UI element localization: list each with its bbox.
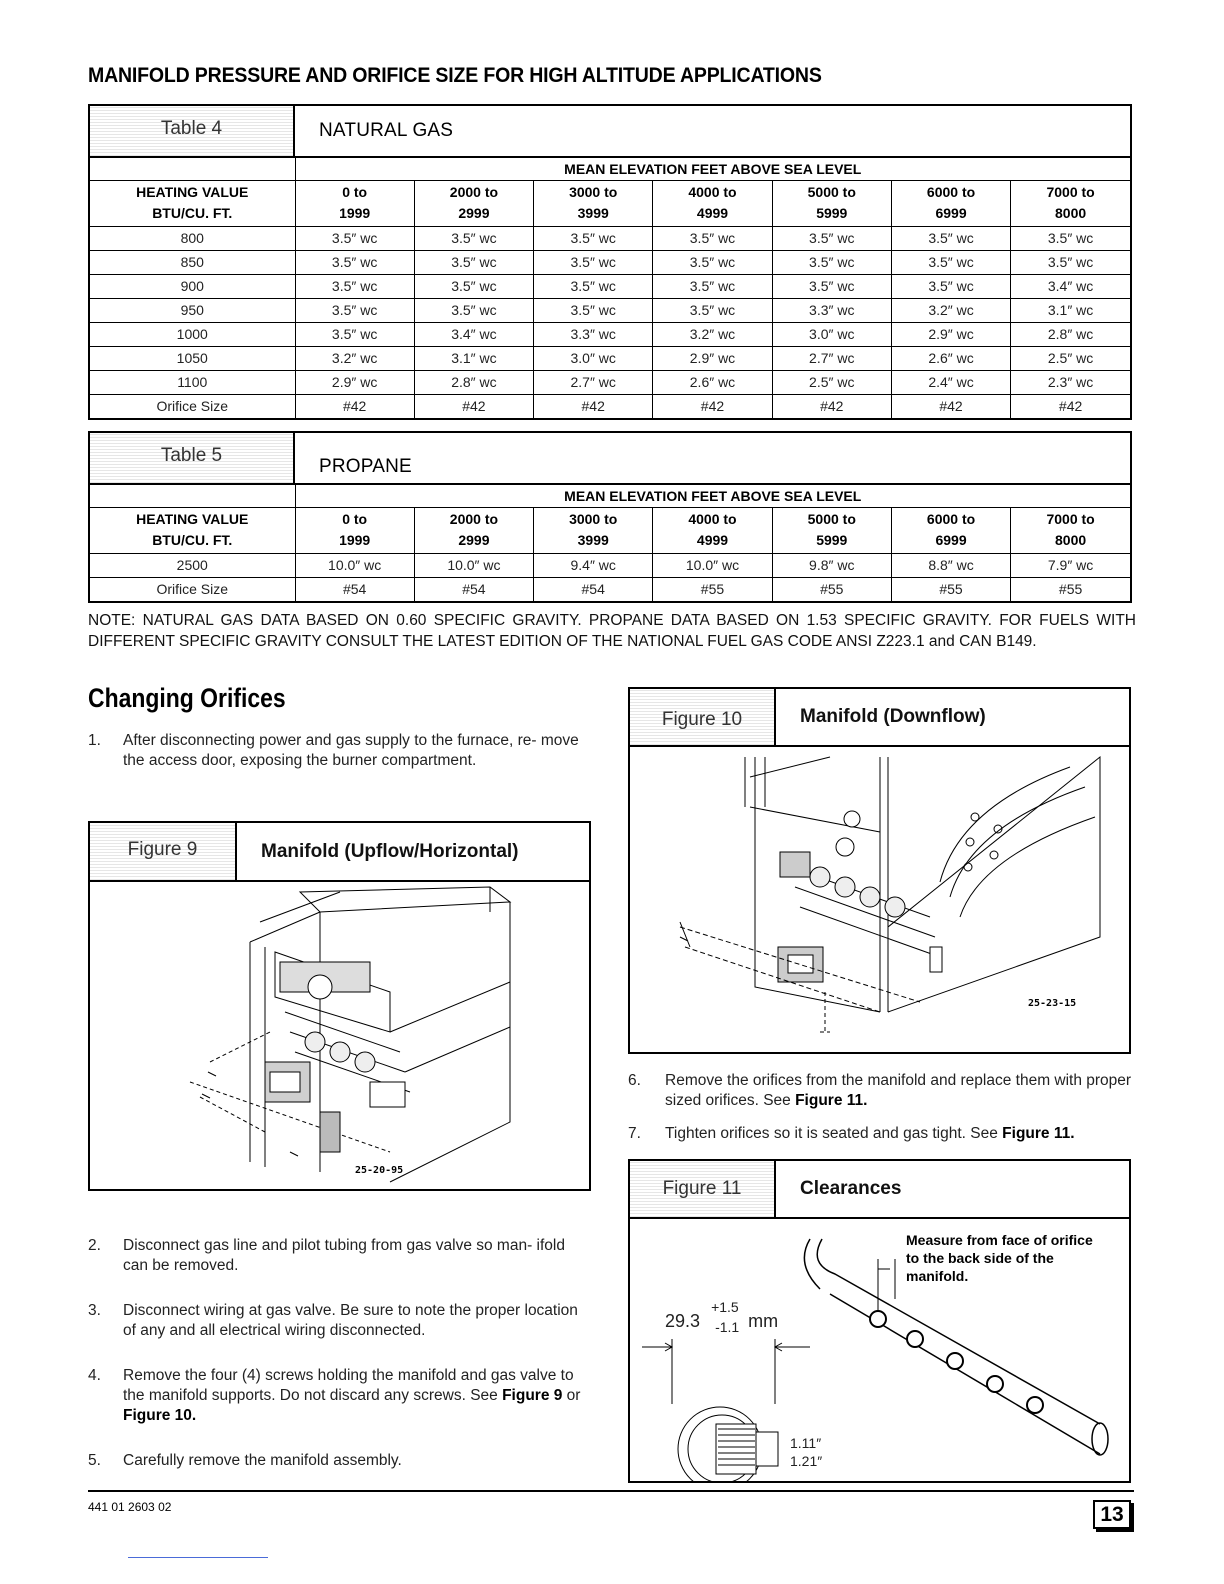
table-row (90, 553, 1130, 577)
pressure-cell: 2.7″ wc (534, 370, 653, 394)
pressure-cell: 3.5″ wc (534, 274, 653, 298)
pressure-cell: 3.5″ wc (295, 274, 414, 298)
pressure-cell: 2.4″ wc (891, 370, 1010, 394)
pressure-cell: 8.8″ wc (891, 553, 1010, 577)
table-natural-gas (88, 104, 1132, 420)
pressure-cell: 3.5″ wc (772, 226, 891, 250)
pressure-cell: #42 (772, 394, 891, 418)
elevation-column-header: 6000 to 6999 (891, 507, 1010, 553)
table-row (90, 226, 1130, 250)
pressure-cell: 2.5″ wc (772, 370, 891, 394)
elevation-column-header: 2000 to 2999 (414, 507, 533, 553)
pressure-cell: #54 (534, 577, 653, 601)
pressure-cell: 3.5″ wc (295, 226, 414, 250)
pressure-cell: 3.5″ wc (534, 226, 653, 250)
step-7: 7. Tighten orifices so it is seated and gas tight. See Figure 11. (628, 1125, 1075, 1142)
pressure-cell: #42 (295, 394, 414, 418)
pressure-cell: 3.5″ wc (891, 274, 1010, 298)
table-row (90, 298, 1130, 322)
dimension-inches: 1.11″ 1.21″ (790, 1435, 823, 1469)
pressure-cell: #42 (891, 394, 1010, 418)
table5-tag: Table 5 (90, 433, 295, 483)
pressure-cell: 3.5″ wc (653, 250, 772, 274)
pressure-cell: 2.9″ wc (653, 346, 772, 370)
pressure-cell: 3.5″ wc (891, 250, 1010, 274)
heating-value-cell: 900 (90, 274, 295, 298)
figure9-title: Manifold (Upflow/Horizontal) (261, 840, 519, 862)
pressure-cell: 2.6″ wc (653, 370, 772, 394)
elevation-column-header: 7000 to 8000 (1011, 507, 1130, 553)
heating-value-cell: 850 (90, 250, 295, 274)
figure10 (628, 687, 1131, 1054)
figure11-reference[interactable]: Figure 11. (795, 1092, 868, 1109)
pressure-cell: 2.3″ wc (1011, 370, 1130, 394)
specific-gravity-note: NOTE: NATURAL GAS DATA BASED ON 0.60 SPECIFIC GRAVITY. PROPANE DATA BASED ON 1.53 SPECIFIC GRAVITY. FOR FUELS WITH DIFFERENT SPECIFIC GRAVITY CONSULT THE LATEST EDITION OF THE NATIONAL FUEL GAS CODE ANSI Z223.1 and CAN B149. (88, 612, 1136, 650)
step-6: 6. Remove the orifices from the manifold and replace them with proper sized orifices. See Figure 11. (628, 1072, 1132, 1109)
pressure-cell: 3.5″ wc (653, 274, 772, 298)
pressure-cell: 3.5″ wc (891, 226, 1010, 250)
figure9-reference[interactable]: Figure 9 (502, 1387, 563, 1404)
table4-grid (90, 158, 1130, 418)
pressure-cell: #42 (534, 394, 653, 418)
figure9-code: 25-20-95 (355, 1165, 404, 1176)
step-4: 4. Remove the four (4) screws holding the manifold and gas valve to the manifold supports. Do not discard any screws. See Figure 9 or Figure 10. (88, 1367, 581, 1424)
table-row (90, 322, 1130, 346)
elevation-column-header: 6000 to 6999 (891, 180, 1010, 226)
pressure-cell: 2.6″ wc (891, 346, 1010, 370)
pressure-cell: #55 (653, 577, 772, 601)
page-heading: MANIFOLD PRESSURE AND ORIFICE SIZE FOR HIGH ALTITUDE APPLICATIONS (88, 64, 822, 87)
pressure-cell: 3.2″ wc (295, 346, 414, 370)
figure11-reference[interactable]: Figure 11. (1002, 1125, 1075, 1142)
pressure-cell: 3.5″ wc (295, 298, 414, 322)
table5-title: PROPANE (319, 456, 412, 477)
link-underline (128, 1557, 268, 1558)
elevation-column-header: 2000 to 2999 (414, 180, 533, 226)
pressure-cell: 2.7″ wc (772, 346, 891, 370)
blank-cell (90, 158, 295, 180)
figure10-code: 25-23-15 (1028, 998, 1077, 1009)
table4-title: NATURAL GAS (319, 120, 454, 141)
pressure-cell: 3.5″ wc (534, 298, 653, 322)
pressure-cell: 10.0″ wc (295, 553, 414, 577)
figure11-title: Clearances (800, 1178, 902, 1199)
table-propane (88, 431, 1132, 603)
figure9 (88, 821, 591, 1191)
pressure-cell: 3.5″ wc (534, 250, 653, 274)
heating-value-cell: Orifice Size (90, 394, 295, 418)
table-row (90, 250, 1130, 274)
elevation-column-header: 3000 to 3999 (534, 507, 653, 553)
pressure-cell: 3.5″ wc (653, 226, 772, 250)
pressure-cell: 7.9″ wc (1011, 553, 1130, 577)
pressure-cell: 3.3″ wc (534, 322, 653, 346)
pressure-cell: 3.5″ wc (295, 250, 414, 274)
heating-value-cell: 800 (90, 226, 295, 250)
pressure-cell: 3.4″ wc (1011, 274, 1130, 298)
table5-grid (90, 485, 1130, 601)
pressure-cell: 3.5″ wc (414, 298, 533, 322)
pressure-cell: 3.5″ wc (414, 250, 533, 274)
heating-value-cell: 1050 (90, 346, 295, 370)
pressure-cell: 3.5″ wc (772, 274, 891, 298)
pressure-cell: #55 (891, 577, 1010, 601)
pressure-cell: 3.5″ wc (414, 226, 533, 250)
dimension-mm: 29.3 +1.5 -1.1 mm (665, 1299, 779, 1335)
pressure-cell: 3.2″ wc (653, 322, 772, 346)
step-1: 1. After disconnecting power and gas supply to the furnace, re- move the access door, exposing the burner compartment. (88, 732, 579, 769)
elevation-column-header: 5000 to 5999 (772, 507, 891, 553)
pressure-cell: 3.1″ wc (1011, 298, 1130, 322)
pressure-cell: 10.0″ wc (414, 553, 533, 577)
elevation-column-header: 3000 to 3999 (534, 180, 653, 226)
pressure-cell: #42 (653, 394, 772, 418)
manifold-upflow-illustration (90, 882, 589, 1189)
pressure-cell: 3.5″ wc (295, 322, 414, 346)
pressure-cell: 9.4″ wc (534, 553, 653, 577)
orifice-measure-callout: Measure from face of orifice to the back side of the manifold. (906, 1232, 1093, 1284)
pressure-cell: 2.5″ wc (1011, 346, 1130, 370)
heating-value-cell: 950 (90, 298, 295, 322)
step-3: 3. Disconnect wiring at gas valve. Be sure to note the proper location of any and all electrical wiring disconnected. (88, 1302, 578, 1339)
elevation-column-header: 5000 to 5999 (772, 180, 891, 226)
pressure-cell: 3.5″ wc (1011, 250, 1130, 274)
figure11 (628, 1159, 1131, 1483)
table-row (90, 394, 1130, 418)
figure11-tag: Figure 11 (630, 1161, 776, 1217)
pressure-cell: 3.0″ wc (772, 322, 891, 346)
pressure-cell: 10.0″ wc (653, 553, 772, 577)
heating-value-header: HEATING VALUE BTU/CU. FT. (90, 180, 295, 226)
heating-value-cell: 1000 (90, 322, 295, 346)
elevation-header: MEAN ELEVATION FEET ABOVE SEA LEVEL (295, 485, 1130, 507)
page-number: 13 (1093, 1500, 1131, 1529)
heating-value-header: HEATING VALUE BTU/CU. FT. (90, 507, 295, 553)
heating-value-cell: Orifice Size (90, 577, 295, 601)
pressure-cell: #54 (295, 577, 414, 601)
figure10-reference[interactable]: Figure 10. (123, 1407, 197, 1424)
pressure-cell: 3.3″ wc (772, 298, 891, 322)
table-row (90, 274, 1130, 298)
pressure-cell: #54 (414, 577, 533, 601)
table-row (90, 370, 1130, 394)
heating-value-cell: 1100 (90, 370, 295, 394)
pressure-cell: 3.5″ wc (414, 274, 533, 298)
pressure-cell: #55 (1011, 577, 1130, 601)
pressure-cell: 3.1″ wc (414, 346, 533, 370)
elevation-column-header: 4000 to 4999 (653, 507, 772, 553)
pressure-cell: 3.0″ wc (534, 346, 653, 370)
pressure-cell: 2.8″ wc (414, 370, 533, 394)
footer-rule (88, 1490, 1134, 1492)
elevation-column-header: 0 to 1999 (295, 507, 414, 553)
pressure-cell: #42 (414, 394, 533, 418)
elevation-header: MEAN ELEVATION FEET ABOVE SEA LEVEL (295, 158, 1130, 180)
pressure-cell: 3.5″ wc (1011, 226, 1130, 250)
step-5: 5. Carefully remove the manifold assembly. (88, 1452, 402, 1469)
elevation-column-header: 7000 to 8000 (1011, 180, 1130, 226)
doc-number: 441 01 2603 02 (88, 1500, 172, 1514)
pressure-cell: 3.5″ wc (653, 298, 772, 322)
figure10-title: Manifold (Downflow) (800, 706, 986, 727)
section-title: Changing Orifices (88, 683, 286, 713)
step-2: 2. Disconnect gas line and pilot tubing from gas valve so man- ifold can be removed. (88, 1237, 565, 1274)
pressure-cell: #42 (1011, 394, 1130, 418)
pressure-cell: 9.8″ wc (772, 553, 891, 577)
pressure-cell: 2.8″ wc (1011, 322, 1130, 346)
pressure-cell: 3.2″ wc (891, 298, 1010, 322)
elevation-column-header: 0 to 1999 (295, 180, 414, 226)
pressure-cell: #55 (772, 577, 891, 601)
heating-value-cell: 2500 (90, 553, 295, 577)
figure10-tag: Figure 10 (630, 689, 776, 745)
elevation-column-header: 4000 to 4999 (653, 180, 772, 226)
table-row (90, 346, 1130, 370)
pressure-cell: 2.9″ wc (295, 370, 414, 394)
pressure-cell: 2.9″ wc (891, 322, 1010, 346)
blank-cell (90, 485, 295, 507)
pressure-cell: 3.4″ wc (414, 322, 533, 346)
figure9-tag: Figure 9 (90, 823, 237, 880)
table4-tag: Table 4 (90, 106, 295, 156)
table-row (90, 577, 1130, 601)
pressure-cell: 3.5″ wc (772, 250, 891, 274)
